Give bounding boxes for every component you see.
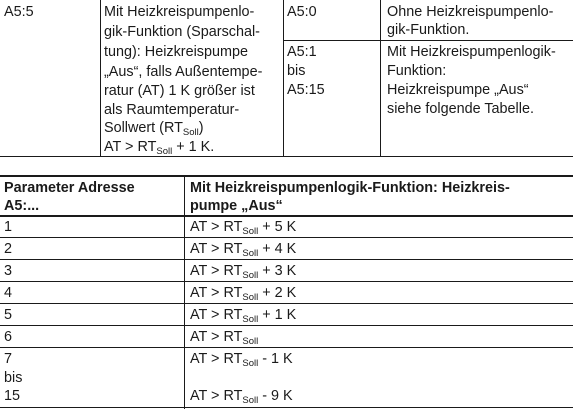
subscript: Soll xyxy=(156,146,173,157)
header-col2-line: pumpe „Aus“ xyxy=(190,198,283,214)
subscript: Soll xyxy=(242,336,259,347)
row-value xyxy=(190,239,296,259)
row-key: 6 xyxy=(4,329,13,345)
right-key: A5:1 xyxy=(287,44,317,60)
text-run: + 5 K xyxy=(258,219,297,235)
top-table-divider xyxy=(0,156,573,157)
subscript: Soll xyxy=(242,270,259,281)
text-run: AT > RT xyxy=(190,329,243,345)
left-formula xyxy=(104,137,214,157)
row-value xyxy=(190,386,293,406)
row-key: 15 xyxy=(4,388,21,404)
right-desc-line: Heizkreispumpe „Aus“ xyxy=(387,82,529,98)
subscript: Soll xyxy=(182,127,199,138)
text-run: - 9 K xyxy=(258,388,293,404)
header-col1-line: Parameter Adresse xyxy=(4,180,135,196)
row-value xyxy=(190,261,296,281)
subscript: Soll xyxy=(242,358,259,369)
text-run: AT > RT xyxy=(190,263,243,279)
text-run: + 4 K xyxy=(258,241,297,257)
param-table-top-rule xyxy=(0,175,573,177)
row-key: 7 xyxy=(4,351,13,367)
top-table-divider xyxy=(100,0,101,156)
row-divider xyxy=(0,347,573,348)
right-desc-line: Ohne Heizkreispumpenlo- xyxy=(387,4,554,20)
left-desc-line: ratur (AT) 1 K größer ist xyxy=(104,83,255,99)
row-key: bis xyxy=(4,370,23,386)
left-desc-line: „Aus“, falls Außentempe- xyxy=(104,64,263,80)
param-table-bottom-rule xyxy=(0,407,573,408)
left-desc-line xyxy=(104,118,204,138)
text-run: AT > RT xyxy=(190,388,243,404)
row-key: 5 xyxy=(4,307,13,323)
text-run: AT > RT xyxy=(190,307,243,323)
left-key: A5:5 xyxy=(4,4,34,20)
row-divider xyxy=(0,281,573,282)
text-run: AT > RT xyxy=(190,219,243,235)
right-desc-line: siehe folgende Tabelle. xyxy=(387,101,534,117)
text-run: - 1 K xyxy=(258,351,293,367)
left-desc-line: Mit Heizkreispumpenlo- xyxy=(104,4,255,20)
top-table-divider xyxy=(283,40,573,41)
left-desc-line: als Raumtemperatur- xyxy=(104,102,240,118)
row-value xyxy=(190,305,296,325)
row-divider xyxy=(0,259,573,260)
text-run: AT > RT xyxy=(190,241,243,257)
top-table-divider xyxy=(283,0,284,156)
subscript: Soll xyxy=(242,395,259,406)
right-desc-line: Funktion: xyxy=(387,63,447,79)
right-desc-line: gik-Funktion. xyxy=(387,22,470,38)
text-run: + 1 K xyxy=(258,307,297,323)
top-table-divider xyxy=(380,0,381,156)
row-key: 1 xyxy=(4,219,13,235)
text-run: AT > RT xyxy=(190,351,243,367)
row-divider xyxy=(0,237,573,238)
right-key: A5:15 xyxy=(287,82,325,98)
text-run: AT > RT xyxy=(104,139,157,155)
row-divider xyxy=(0,325,573,326)
row-value xyxy=(190,349,293,369)
text-run: ) xyxy=(198,120,204,136)
left-desc-line: tung): Heizkreispumpe xyxy=(104,44,248,60)
param-table-column-divider xyxy=(184,175,185,409)
text-run: Sollwert (RT xyxy=(104,120,183,136)
row-key: 3 xyxy=(4,263,13,279)
subscript: Soll xyxy=(242,292,259,303)
left-desc-line: gik-Funktion (Sparschal- xyxy=(104,24,260,40)
subscript: Soll xyxy=(242,314,259,325)
right-key: bis xyxy=(287,63,306,79)
row-value xyxy=(190,217,296,237)
right-key: A5:0 xyxy=(287,4,317,20)
header-col2-line: Mit Heizkreispumpenlogik-Funktion: Heizkreis- xyxy=(190,180,510,196)
subscript: Soll xyxy=(242,248,259,259)
row-key: 2 xyxy=(4,241,13,257)
text-run: + 1 K. xyxy=(172,139,215,155)
subscript: Soll xyxy=(242,226,259,237)
text-run: + 3 K xyxy=(258,263,297,279)
right-desc-line: Mit Heizkreispumpenlogik- xyxy=(387,44,556,60)
row-value xyxy=(190,327,258,347)
row-value xyxy=(190,283,296,303)
text-run: + 2 K xyxy=(258,285,297,301)
header-col1-line: A5:... xyxy=(4,198,40,214)
row-divider xyxy=(0,303,573,304)
row-key: 4 xyxy=(4,285,13,301)
text-run: AT > RT xyxy=(190,285,243,301)
